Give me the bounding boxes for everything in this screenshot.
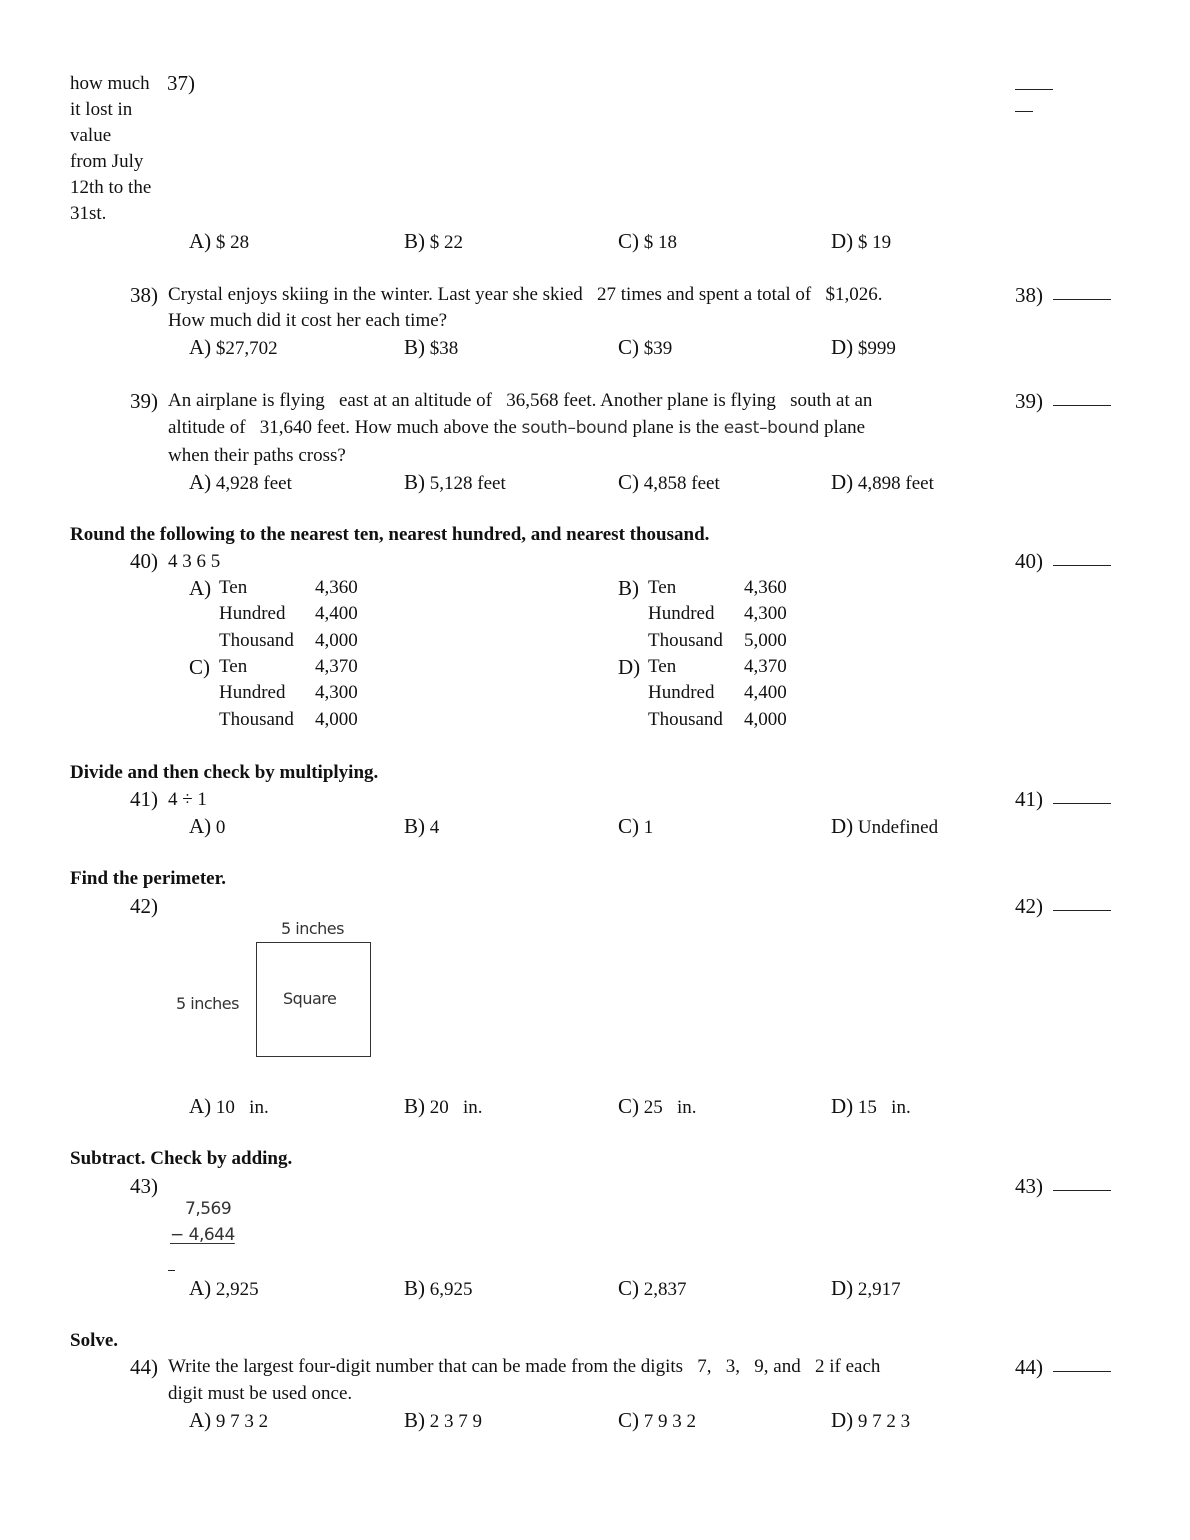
option-d[interactable]: D) $999: [831, 335, 896, 359]
q42-answer-blank[interactable]: [1053, 910, 1111, 911]
q38-answer-slot: [1015, 282, 1111, 308]
option-b-letter[interactable]: B): [618, 576, 639, 600]
q44-answer-slot: [1015, 1354, 1111, 1380]
option-c[interactable]: C) 7 9 3 2: [618, 1408, 696, 1432]
option-a-letter[interactable]: A): [189, 576, 212, 600]
option-b[interactable]: B) 2 3 7 9: [404, 1408, 482, 1432]
table-row: Thousand 4,000: [648, 708, 787, 730]
q44-answer-blank[interactable]: [1053, 1371, 1111, 1372]
table-row: Hundred 4,400: [648, 682, 787, 704]
option-b[interactable]: B) 4: [404, 814, 440, 838]
option-c[interactable]: C) $ 18: [618, 229, 677, 253]
option-d[interactable]: D) $ 19: [831, 229, 892, 253]
option-b[interactable]: B) 20 in.: [404, 1094, 483, 1118]
option-a[interactable]: A) $27,702: [189, 335, 278, 359]
q37-lead-line: 31st.: [70, 203, 107, 224]
q38-answer-blank[interactable]: [1053, 299, 1111, 300]
q39-number: 39): [130, 389, 158, 413]
option-b-table: [648, 575, 787, 654]
q39-question-line: altitude of 31,640 feet. How much above the south–bound plane is the east–bound plane: [168, 417, 866, 438]
table-row: Hundred 4,400: [219, 603, 358, 625]
option-b[interactable]: B) $ 22: [404, 229, 463, 253]
q39-question-line: An airplane is flying east at an altitude of 36,568 feet. Another plane is flying south at an: [168, 390, 873, 411]
option-c[interactable]: C) 25 in.: [618, 1094, 697, 1118]
section-heading-perimeter: Find the perimeter.: [70, 868, 227, 889]
q37-answer-blank-line-1: [1015, 89, 1053, 90]
q44-answer-number: 44): [1015, 1355, 1043, 1379]
q44-question-line: Write the largest four-digit number that can be made from the digits 7, 3, 9, and 2 if each: [168, 1356, 881, 1377]
option-c-table: [219, 654, 358, 733]
q41-answer-number: 41): [1015, 787, 1043, 811]
table-row: Ten 4,360: [219, 577, 358, 599]
option-c[interactable]: C) $39: [618, 335, 673, 359]
q44-number: 44): [130, 1355, 158, 1379]
option-c[interactable]: C) 1: [618, 814, 654, 838]
q37-lead-line: from July: [70, 151, 144, 172]
option-b[interactable]: B) $38: [404, 335, 459, 359]
q41-number: 41): [130, 787, 158, 811]
option-a-table: [219, 575, 358, 654]
option-d[interactable]: D) Undefined: [831, 814, 939, 838]
table-row: Thousand 4,000: [219, 629, 358, 651]
q40-answer-blank[interactable]: [1053, 565, 1111, 566]
option-d-table: [648, 654, 787, 733]
option-a[interactable]: A) 4,928 feet: [189, 470, 292, 494]
q37-lead-line: how much: [70, 73, 150, 94]
q43-answer-slot: [1015, 1173, 1111, 1199]
q40-answer-number: 40): [1015, 549, 1043, 573]
table-row: Ten 4,360: [648, 577, 787, 599]
q39-answer-slot: [1015, 388, 1111, 414]
option-d[interactable]: D) 15 in.: [831, 1094, 911, 1118]
q38-answer-number: 38): [1015, 283, 1043, 307]
option-d[interactable]: D) 2,917: [831, 1276, 901, 1300]
q37-lead-line: it lost in: [70, 99, 133, 120]
q39-answer-number: 39): [1015, 389, 1043, 413]
option-d[interactable]: D) 9 7 2 3: [831, 1408, 911, 1432]
section-heading-subtract: Subtract. Check by adding.: [70, 1148, 293, 1169]
east-bound-image-text: east–bound: [723, 418, 820, 438]
q40-question: 4 3 6 5: [168, 551, 221, 572]
table-row: Hundred 4,300: [219, 682, 358, 704]
square-side-label: 5 inches: [176, 994, 239, 1013]
option-c[interactable]: C) 2,837: [618, 1276, 687, 1300]
option-a[interactable]: A) 2,925: [189, 1276, 259, 1300]
option-a[interactable]: A) 10 in.: [189, 1094, 269, 1118]
q38-question-line: Crystal enjoys skiing in the winter. Last year she skied 27 times and spent a total of $1,026.: [168, 284, 883, 305]
option-d[interactable]: D) 4,898 feet: [831, 470, 934, 494]
subtraction-bottom-number: − 4,644: [170, 1225, 235, 1245]
q37-number: 37): [167, 71, 195, 95]
section-heading-round: Round the following to the nearest ten, nearest hundred, and nearest thousand.: [70, 524, 710, 545]
q37-lead-line: value: [70, 125, 112, 146]
option-b[interactable]: B) 6,925: [404, 1276, 473, 1300]
q41-answer-blank[interactable]: [1053, 803, 1111, 804]
section-heading-solve: Solve.: [70, 1330, 119, 1351]
q43-answer-blank[interactable]: [1053, 1190, 1111, 1191]
subtraction-top-number: 7,569: [185, 1199, 232, 1219]
table-row: Ten 4,370: [648, 656, 787, 678]
q40-number: 40): [130, 549, 158, 573]
q41-answer-slot: [1015, 786, 1111, 812]
option-c[interactable]: C) 4,858 feet: [618, 470, 720, 494]
option-a[interactable]: A) $ 28: [189, 229, 250, 253]
q37-lead-line: 12th to the: [70, 177, 152, 198]
q37-answer-blank-line-2: [1015, 111, 1033, 112]
section-heading-divide: Divide and then check by multiplying.: [70, 762, 379, 783]
q39-question-line: when their paths cross?: [168, 445, 346, 466]
table-row: Thousand 4,000: [219, 708, 358, 730]
q42-answer-number: 42): [1015, 894, 1043, 918]
q38-number: 38): [130, 283, 158, 307]
option-c-letter[interactable]: C): [189, 655, 210, 679]
option-a[interactable]: A) 0: [189, 814, 226, 838]
table-row: Hundred 4,300: [648, 603, 787, 625]
table-row: Thousand 5,000: [648, 629, 787, 651]
q41-question: 4 ÷ 1: [168, 789, 207, 810]
option-b[interactable]: B) 5,128 feet: [404, 470, 506, 494]
q38-question-line: How much did it cost her each time?: [168, 310, 448, 331]
option-a[interactable]: A) 9 7 3 2: [189, 1408, 269, 1432]
q43-number: 43): [130, 1174, 158, 1198]
table-row: Ten 4,370: [219, 656, 358, 678]
q40-answer-slot: [1015, 548, 1111, 574]
south-bound-image-text: south–bound: [521, 418, 628, 438]
square-top-label: 5 inches: [281, 919, 344, 938]
q42-number: 42): [130, 894, 158, 918]
q42-answer-slot: [1015, 893, 1111, 919]
q44-question-line: digit must be used once.: [168, 1383, 353, 1404]
q39-answer-blank[interactable]: [1053, 405, 1111, 406]
q43-answer-number: 43): [1015, 1174, 1043, 1198]
subtraction-answer-line: [168, 1270, 175, 1271]
square-center-label: Square: [283, 989, 337, 1008]
option-d-letter[interactable]: D): [618, 655, 641, 679]
